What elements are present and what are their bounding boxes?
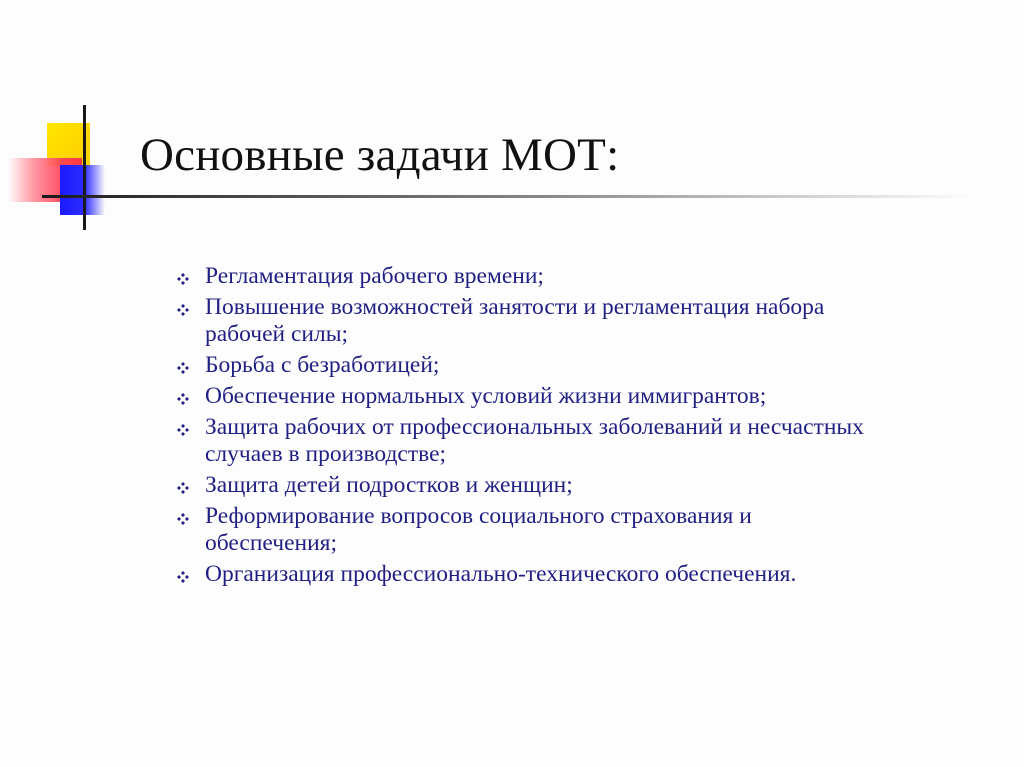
list-item xyxy=(176,561,876,588)
diamond-bullet-icon xyxy=(176,385,190,407)
list-item xyxy=(176,503,876,557)
diamond-bullet-icon xyxy=(176,563,190,585)
bullet-text: Борьба с безработицей; xyxy=(205,352,440,378)
bullet-list xyxy=(176,263,876,592)
list-item xyxy=(176,472,876,499)
diamond-bullet-icon xyxy=(176,354,190,376)
bullet-text: Защита рабочих от профессиональных заболеваний и несчастных случаев в производстве; xyxy=(205,414,864,467)
bullet-text: Обеспечение нормальных условий жизни иммигрантов; xyxy=(205,383,767,409)
bullet-text: Регламентация рабочего времени; xyxy=(205,263,544,289)
list-item xyxy=(176,263,876,290)
bullet-text: Организация профессионально-технического обеспечения. xyxy=(205,561,797,587)
diamond-bullet-icon xyxy=(176,474,190,496)
bullet-text: Защита детей подростков и женщин; xyxy=(205,472,573,498)
list-item xyxy=(176,414,876,468)
list-item xyxy=(176,352,876,379)
vertical-rule xyxy=(83,105,86,230)
diamond-bullet-icon xyxy=(176,296,190,318)
diamond-bullet-icon xyxy=(176,265,190,287)
bullet-text: Повышение возможностей занятости и регламентация набора рабочей силы; xyxy=(205,294,825,347)
list-item xyxy=(176,383,876,410)
decorative-logo-block xyxy=(0,0,200,240)
diamond-bullet-icon xyxy=(176,505,190,527)
bullet-text: Реформирование вопросов социального страхования и обеспечения; xyxy=(205,503,752,556)
diamond-bullet-icon xyxy=(176,416,190,438)
title-underline xyxy=(42,195,972,198)
slide-title: Основные задачи МОТ: xyxy=(140,129,620,181)
list-item xyxy=(176,294,876,348)
